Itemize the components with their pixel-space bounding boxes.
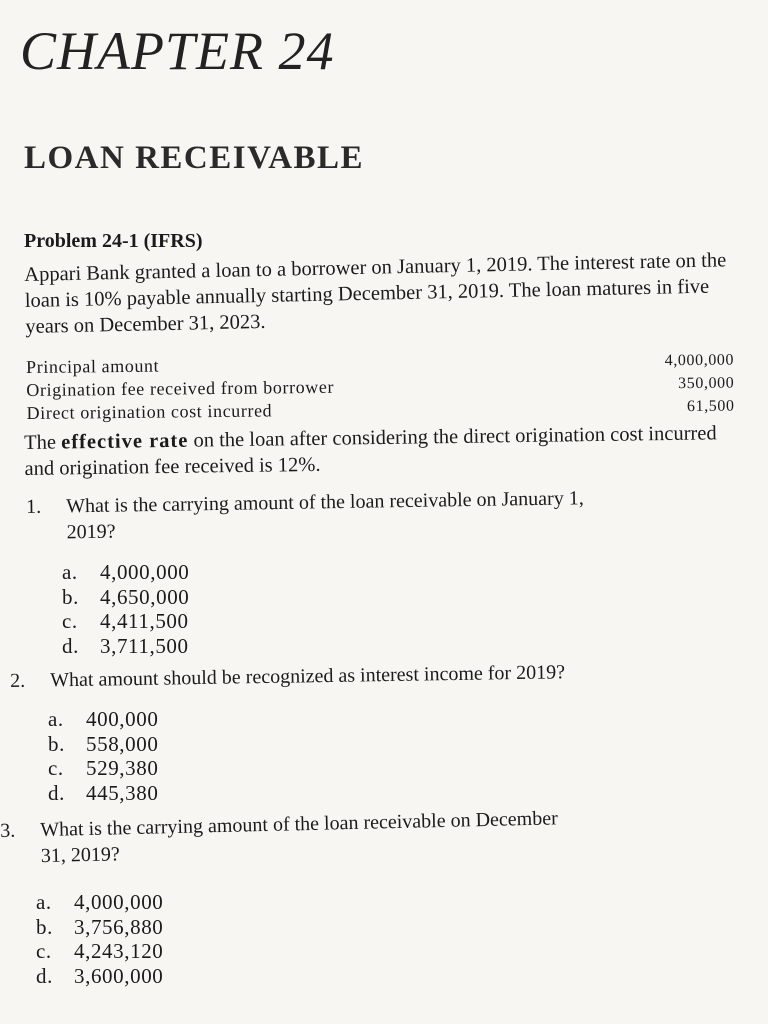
choice-d [62,634,189,659]
choice-value: 3,711,500 [100,633,189,658]
choice-value: 3,600,000 [74,963,164,988]
given-amount: 4,000,000 [664,351,735,370]
choice-value: 445,380 [86,780,159,805]
choice-value: 558,000 [86,731,159,756]
given-label: Principal amount [26,355,160,377]
effective-pre: The [24,431,62,454]
choice-value: 4,650,000 [100,584,190,609]
choice-letter: a. [36,890,52,914]
question-text: What is the carrying amount of the loan receivable on December [40,807,558,842]
choice-value: 4,411,500 [100,609,189,633]
given-data-table [26,349,739,425]
choice-letter: b. [48,731,65,756]
problem-heading: Problem 24-1 (IFRS) [24,230,203,252]
choice-letter: a. [62,560,78,584]
question-text: What is the carrying amount of the loan receivable on January 1, [66,487,584,518]
choice-value: 4,243,120 [74,939,164,963]
choice-letter: d. [62,633,79,658]
choice-letter: b. [62,584,79,609]
choice-c [48,756,158,781]
given-amount: 350,000 [678,374,735,393]
choice-d [36,964,163,989]
effective-rate-term: effective rate [61,429,189,454]
question-2-choices [48,707,158,805]
choice-d [48,781,158,806]
choice-letter: c. [48,756,64,780]
choice-b [62,585,189,610]
question-3 [0,801,761,870]
choice-value: 4,000,000 [100,560,190,584]
choice-a [62,560,189,585]
chapter-heading: CHAPTER 24 [20,21,335,81]
effective-post: on the loan after considering the direct origination cost incurred and origination fee received is 12%. [24,422,717,480]
effective-rate-statement [24,420,743,482]
question-number: 3. [0,819,16,842]
choice-letter: b. [36,914,53,939]
question-2 [10,656,760,694]
question-1-choices [62,560,189,658]
choice-c [36,939,163,964]
choice-a [36,890,163,915]
choice-value: 3,756,880 [74,914,164,939]
question-text-continued: 2019? [66,520,116,544]
choice-letter: c. [62,609,78,633]
question-1 [26,483,747,546]
given-amount: 61,500 [686,397,735,416]
choice-value: 529,380 [86,756,159,780]
choice-value: 4,000,000 [74,890,164,914]
choice-letter: d. [48,780,65,805]
question-number: 2. [10,669,26,692]
choice-b [36,915,163,940]
question-text: What amount should be recognized as interest income for 2019? [50,661,566,692]
question-3-choices [36,890,163,988]
choice-value: 400,000 [86,707,159,731]
choice-c [62,609,189,634]
choice-letter: a. [48,707,64,731]
problem-intro: Appari Bank granted a loan to a borrower on January 1, 2019. The interest rate on the loan is 10% payable annually starting December 31, 2019. The loan matures in five years on December 31, 2023. [24,249,727,338]
choice-b [48,732,158,757]
choice-a [48,707,158,732]
question-text-continued: 31, 2019? [40,843,120,868]
given-label: Origination fee received from borrower [26,376,335,400]
chapter-title: LOAN RECEIVABLE [24,140,365,176]
given-label: Direct origination cost incurred [26,400,273,423]
question-number: 1. [26,495,42,518]
choice-letter: c. [36,939,52,963]
choice-letter: d. [36,963,53,988]
